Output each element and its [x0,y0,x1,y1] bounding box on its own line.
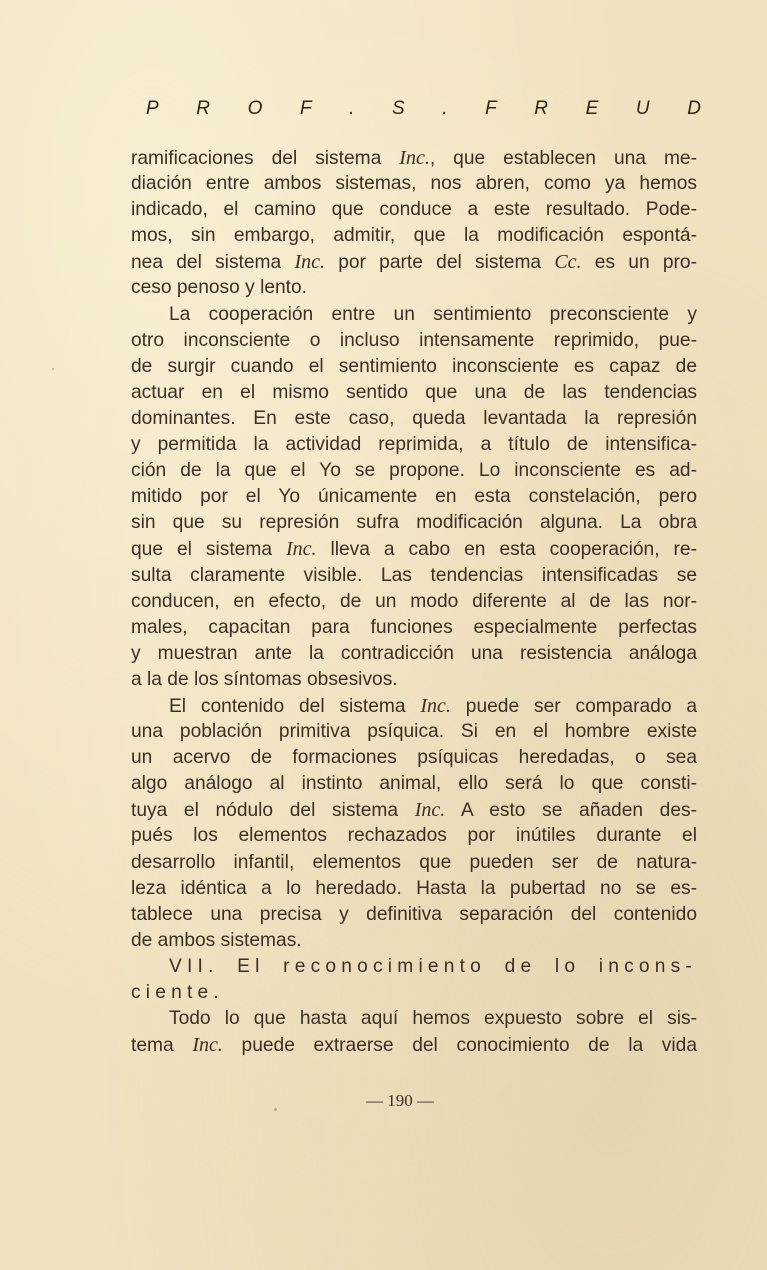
italic-abbreviation: Inc. [285,538,317,561]
text-line [131,328,697,354]
text-run: mos, sin embargo, admitir, que la modificación espontá- [131,225,697,247]
text-run: tema [131,1035,193,1057]
running-head-letter: U [635,98,650,119]
text-run: otro inconsciente o incluso intensamente reprimido, pue- [131,329,697,351]
text-run: de ambos sistemas. [131,929,302,951]
text-line [131,510,697,536]
text-run: a la de los síntomas obsesivos. [131,668,398,690]
text-line [131,432,697,458]
running-head [146,98,701,120]
text-run: tuya el nódulo del sistema [131,800,415,822]
section-heading-line [131,954,697,980]
italic-abbreviation: Inc. [192,1034,223,1057]
text-run: de surgir cuando el sentimiento inconsciente es capaz de [131,355,697,377]
text-run: que el sistema [131,539,286,561]
running-head-letter: R [196,98,210,119]
text-line [131,823,697,849]
text-run: sulta claramente visible. Las tendencias intensificadas se [131,564,697,586]
text-line [131,406,697,432]
text-line [131,615,697,641]
text-run: un acervo de formaciones psíquicas heredadas, o sea [131,747,697,769]
paper-speck [52,368,54,370]
text-line [131,458,697,484]
text-run: y muestran ante la contradicción una resistencia análoga [131,642,697,664]
text-line [131,536,697,562]
section-heading-line [131,980,697,1006]
text-line [131,589,697,615]
text-line [131,902,697,928]
text-line [131,223,697,249]
italic-abbreviation: Inc. [420,694,451,717]
running-head-letter: E [585,98,599,119]
text-run: sin que su represión sufra modificación alguna. La obra [131,512,697,534]
text-run: indicado, el camino que conduce a este resultado. Pode- [131,199,697,221]
running-head-letter: O [247,98,263,119]
text-run: es un pro- [581,252,697,274]
text-line [131,380,697,406]
text-line [131,1032,697,1058]
text-run: El contenido del sistema [169,695,421,717]
text-run: dominantes. En este caso, queda levantada la represión [131,407,697,429]
text-line [131,197,697,223]
text-run: males, capacitan para funciones especialmente perfectas [131,616,697,638]
text-line [131,719,697,745]
text-line [131,145,697,171]
italic-abbreviation: Inc. [414,799,446,822]
italic-abbreviation: Inc. [399,147,430,169]
text-line [131,667,697,693]
text-run: diación entre ambos sistemas, nos abren, como ya hemos [131,173,697,195]
text-line [131,797,697,823]
text-run: y permitida la actividad reprimida, a título de intensifica- [131,434,697,456]
text-run: pués los elementos rechazados por inútiles durante el [131,825,697,847]
running-head-letter: S [391,98,405,119]
text-run: desarrollo infantil, elementos que pueden ser de natura- [131,851,697,873]
text-run: lleva a cabo en esta cooperación, re- [316,539,697,561]
text-line [131,771,697,797]
text-run: , que establecen una me- [429,148,697,169]
paper-speck [274,1108,277,1111]
text-run: ramificaciones del sistema [131,148,400,169]
page-number: — 190 — [366,1091,434,1110]
text-run: Todo lo que hasta aquí hemos expuesto sobre el sis- [169,1008,697,1030]
text-line [131,563,697,589]
text-line [131,745,697,771]
text-run: conducen, en efecto, de un modo diferente al de las nor- [131,590,697,612]
text-line [131,641,697,667]
text-line [131,249,697,275]
text-run: actuar en el mismo sentido que una de las tendencias [131,381,697,403]
text-line [131,171,697,197]
text-line [131,302,697,328]
text-run: VII. El reconocimiento de lo incons- [169,955,697,977]
text-run: algo análogo al instinto animal, ello será lo que consti- [131,773,697,795]
text-line [131,354,697,380]
text-line [131,275,697,301]
running-head-letter: R [534,98,549,119]
text-run: La cooperación entre un sentimiento preconsciente y [169,303,697,325]
italic-abbreviation: Inc. [294,251,325,274]
text-run: tablece una precisa y definitiva separación del contenido [131,903,697,925]
text-run: puede ser comparado a [450,695,698,717]
italic-abbreviation: Cc. [554,251,582,274]
text-run: una población primitiva psíquica. Si en el hombre existe [131,721,697,743]
running-head-letter: P [146,98,159,119]
running-head-letter: F [299,98,312,119]
text-run: A esto se añaden des- [445,800,698,822]
body-text [131,145,697,1058]
text-line [131,928,697,954]
text-line [131,693,697,719]
text-run: puede extraerse del conocimiento de la vida [222,1035,697,1057]
text-run: nea del sistema [131,252,295,274]
text-run: leza idéntica a lo heredado. Hasta la pubertad no se es- [131,877,697,899]
text-line [131,484,697,510]
running-head-letter: . [349,98,355,119]
text-run: mitido por el Yo únicamente en esta constelación, pero [131,486,697,508]
running-head-letter: F [485,98,497,119]
running-head-letter: . [442,98,448,119]
text-run: ceso penoso y lento. [131,277,308,299]
text-run: ción de la que el Yo se propone. Lo inconsciente es ad- [131,460,697,482]
running-head-letter: D [687,98,701,119]
text-line [131,850,697,876]
text-run: por parte del sistema [324,252,555,274]
text-run: ciente. [131,982,224,1003]
text-line [131,876,697,902]
text-line [131,1006,697,1032]
